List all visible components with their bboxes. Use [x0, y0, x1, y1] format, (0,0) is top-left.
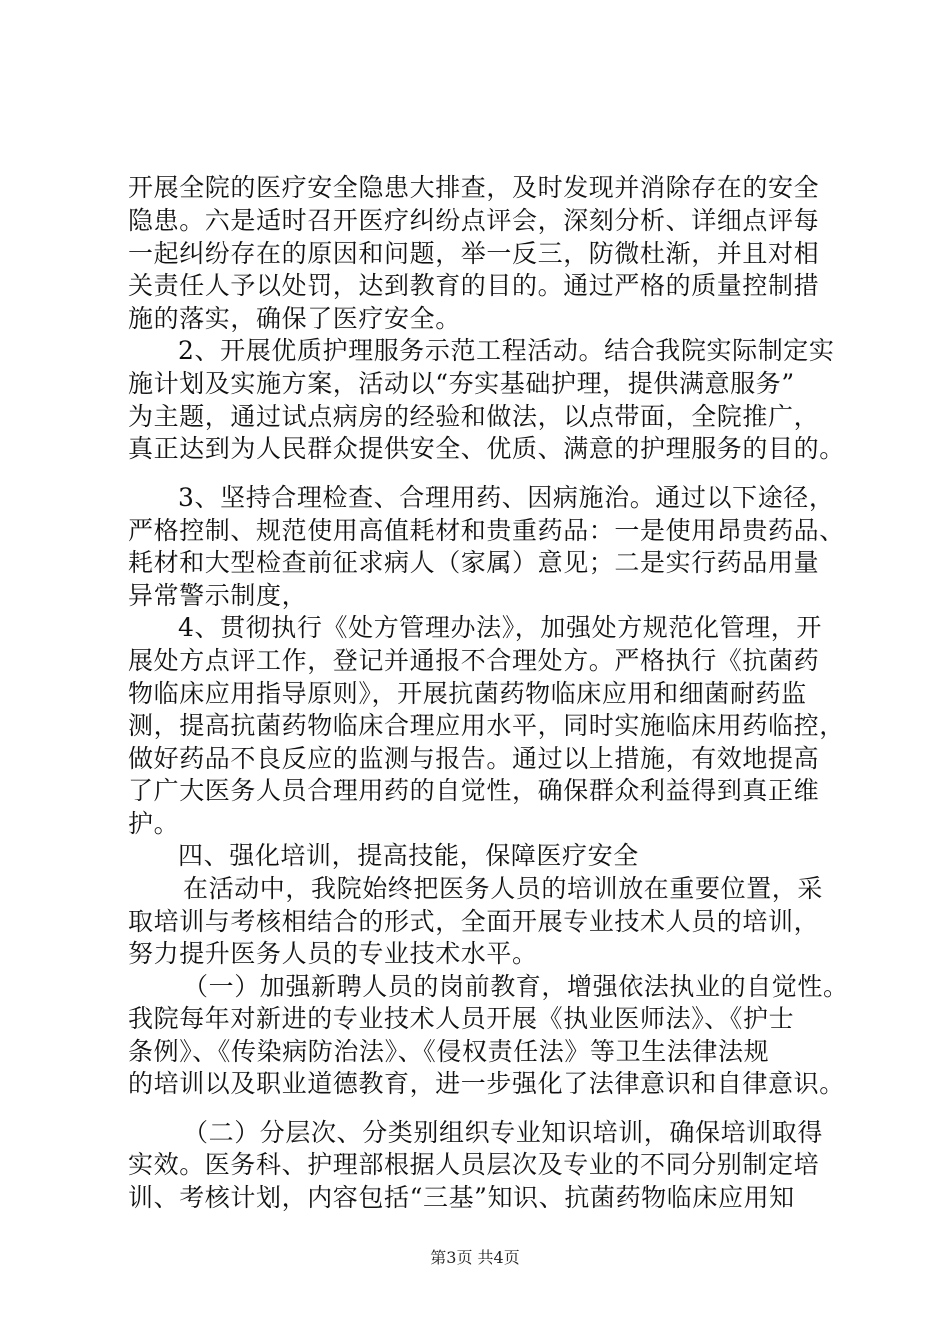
- text-line: 关责任人予以处罚，达到教育的目的。通过严格的质量控制措: [128, 271, 820, 300]
- text-line: 一起纠纷存在的原因和问题，举一反三，防微杜渐，并且对相: [128, 239, 820, 268]
- text-line: 严格控制、规范使用高值耗材和贵重药品：一是使用昂贵药品、: [128, 516, 845, 545]
- text-line: 努力提升医务人员的专业技术水平。: [128, 939, 538, 968]
- text-line: 施的落实，确保了医疗安全。: [128, 304, 461, 333]
- text-line: 条例》、《传染病防治法》、《侵权责任法》等卫生法律法规: [128, 1037, 770, 1066]
- text-line: 隐患。六是适时召开医疗纠纷点评会，深刻分析、详细点评每: [128, 206, 820, 235]
- text-line: 耗材和大型检查前征求病人（家属）意见；二是实行药品用量: [128, 548, 820, 577]
- text-line: 施计划及实施方案，活动以“夯实基础护理，提供满意服务”: [128, 369, 795, 398]
- text-line: 护。: [128, 809, 180, 838]
- text-line: （一）加强新聘人员的岗前教育，增强依法执业的自觉性。: [183, 972, 849, 1001]
- text-line: 训、考核计划，内容包括“三基”知识、抗菌药物临床应用知: [128, 1183, 795, 1212]
- text-line: 测，提高抗菌药物临床合理应用水平，同时实施临床用药临控，: [128, 711, 845, 740]
- text-line: 为主题，通过试点病房的经验和做法，以点带面，全院推广，: [128, 402, 820, 431]
- text-line: 我院每年对新进的专业技术人员开展《执业医师法》、《护士: [128, 1004, 795, 1033]
- page-footer: 第3页 共4页: [430, 1248, 520, 1267]
- text-line: 3、坚持合理检查、合理用药、因病施治。通过以下途径，: [178, 483, 835, 512]
- text-line: 了广大医务人员合理用药的自觉性，确保群众利益得到真正维: [128, 776, 820, 805]
- text-line: 展处方点评工作，登记并通报不合理处方。严格执行《抗菌药: [128, 646, 820, 675]
- text-line: 取培训与考核相结合的形式，全面开展专业技术人员的培训，: [128, 907, 820, 936]
- text-line: 4、贯彻执行《处方管理办法》，加强处方规范化管理，开: [178, 613, 823, 642]
- text-line: 在活动中，我院始终把医务人员的培训放在重要位置，采: [183, 874, 824, 903]
- text-line: 做好药品不良反应的监测与报告。通过以上措施，有效地提高: [128, 744, 820, 773]
- text-line: 2、开展优质护理服务示范工程活动。结合我院实际制定实: [178, 336, 835, 365]
- text-line: 物临床应用指导原则》，开展抗菌药物临床应用和细菌耐药监: [128, 679, 807, 708]
- text-line: （二）分层次、分类别组织专业知识培训，确保培训取得: [183, 1118, 824, 1147]
- text-line: 实效。医务科、护理部根据人员层次及专业的不同分别制定培: [128, 1150, 820, 1179]
- text-line: 开展全院的医疗安全隐患大排查，及时发现并消除存在的安全: [128, 173, 820, 202]
- text-line: 异常警示制度，: [128, 581, 308, 610]
- text-line: 的培训以及职业道德教育，进一步强化了法律意识和自律意识。: [128, 1069, 845, 1098]
- text-line: 真正达到为人民群众提供安全、优质、满意的护理服务的目的。: [128, 434, 845, 463]
- section-heading: 四、强化培训，提高技能，保障医疗安全: [178, 841, 639, 870]
